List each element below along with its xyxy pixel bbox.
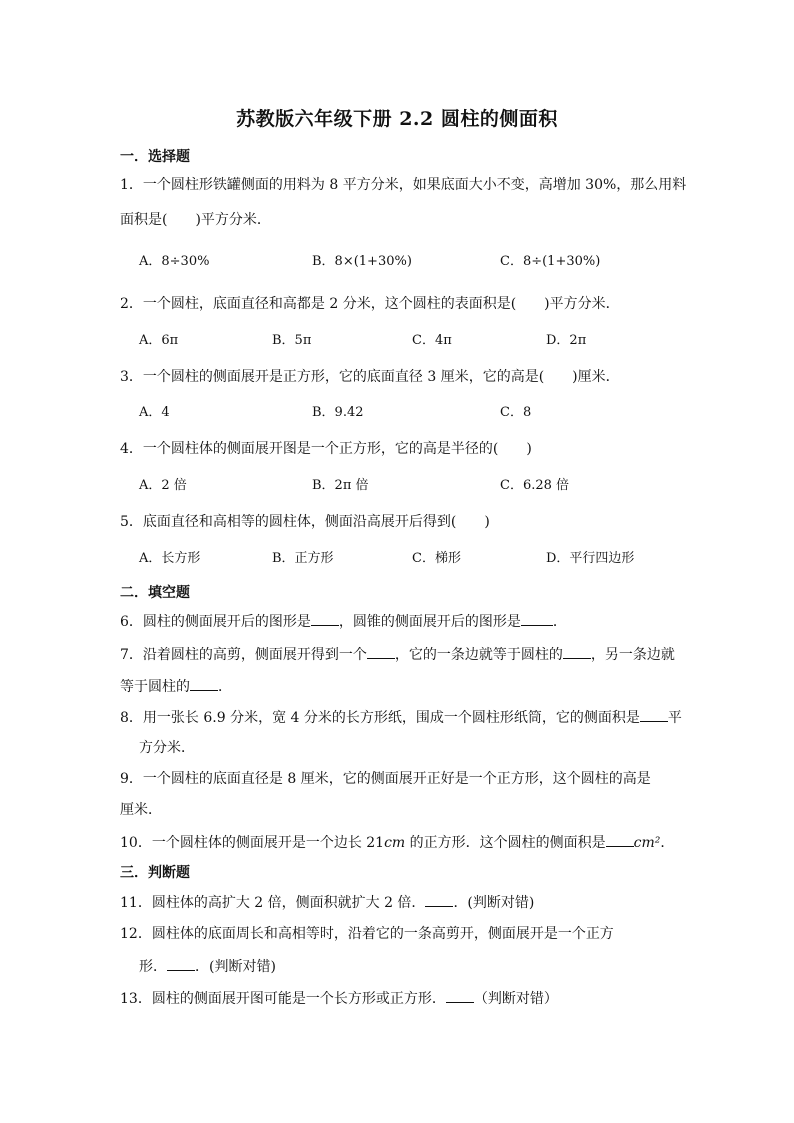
q8-line2: 方分米． (139, 740, 195, 756)
q8-text-b: 平 (667, 710, 682, 726)
q13-text-b: （判断对错） (473, 991, 558, 1007)
q11-text-b: ．(判断对错) (453, 895, 535, 911)
q4-option-c: C．6.28 倍 (500, 478, 570, 493)
page-title: 苏教版六年级下册 2.2 圆柱的侧面积 (236, 108, 558, 130)
q13-text-a: 13．圆柱的侧面展开图可能是一个长方形或正方形． (120, 991, 446, 1007)
q6-text-a: 6．圆柱的侧面展开后的图形是 (120, 614, 311, 630)
q7-text-e: ． (218, 679, 232, 695)
q9-line1: 9．一个圆柱的底面直径是 8 厘米，它的侧面展开正好是一个正方形，这个圆柱的高是 (120, 771, 651, 787)
q1-option-c: C．8÷(1+30%) (500, 254, 601, 269)
q10-unit-cm2: cm² (633, 835, 661, 851)
q6-blank-1[interactable] (311, 611, 339, 626)
q8-line1 (120, 707, 682, 728)
q10-blank-1[interactable] (606, 832, 634, 847)
q7-text-b: ，它的一条边就等于圆柱的 (394, 647, 563, 663)
q5-option-a: A．长方形 (139, 551, 201, 566)
section-choice: 一．选择题 (120, 149, 190, 165)
q7-text-c: ，另一条边就 (590, 647, 675, 663)
q4-option-b: B．2π 倍 (312, 478, 369, 493)
q1-option-a: A．8÷30% (139, 254, 210, 269)
q2-option-a: A．6π (139, 333, 179, 348)
q11-text-a: 11．圆柱体的高扩大 2 倍，侧面积就扩大 2 倍． (120, 895, 426, 911)
q7-text-a: 7．沿着圆柱的高剪，侧面展开得到一个 (120, 647, 367, 663)
q2-option-b: B．5π (272, 333, 312, 348)
q9-line2: 厘米． (120, 802, 162, 818)
section-fill: 二．填空题 (120, 585, 190, 601)
q10-text-b: 的正方形．这个圆柱的侧面积是 (405, 835, 606, 851)
q12-line1: 12．圆柱体的底面周长和高相等时，沿着它的一条高剪开，侧面展开是一个正方 (120, 926, 614, 942)
q12-blank-1[interactable] (167, 956, 195, 971)
q10-line (120, 832, 674, 853)
q7-text-d: 等于圆柱的 (120, 679, 190, 695)
q2-line1: 2．一个圆柱，底面直径和高都是 2 分米，这个圆柱的表面积是( )平方分米． (120, 296, 620, 312)
q13-line (120, 988, 558, 1009)
q2-option-c: C．4π (412, 333, 452, 348)
q7-line1 (120, 644, 675, 665)
q6-blank-2[interactable] (521, 611, 553, 626)
q6-text-c: ． (552, 614, 567, 630)
q12-text-c: ．(判断对错) (195, 959, 276, 975)
q10-text-c: ． (660, 835, 675, 851)
section-judge: 三．判断题 (120, 865, 190, 881)
q8-blank-1[interactable] (640, 707, 668, 722)
q10-text-a: 10．一个圆柱体的侧面展开是一个边长 21 (120, 835, 385, 851)
q11-line (120, 892, 534, 913)
q13-blank-1[interactable] (446, 988, 474, 1003)
q8-text-a: 8．用一张长 6.9 分米，宽 4 分米的长方形纸，围成一个圆柱形纸筒，它的侧面积是 (120, 710, 640, 726)
q5-option-d: D．平行四边形 (546, 551, 635, 566)
q6-line (120, 611, 567, 632)
q1-line1: 1．一个圆柱形铁罐侧面的用料为 8 平方分米，如果底面大小不变，高增加 30%，那么用料 (120, 177, 687, 193)
q7-blank-3[interactable] (190, 676, 218, 691)
q2-option-d: D．2π (546, 333, 587, 348)
q12-line2 (139, 956, 276, 977)
q1-option-b: B．8×(1+30%) (312, 254, 412, 269)
q3-option-a: A．4 (139, 405, 170, 420)
q5-option-b: B．正方形 (272, 551, 334, 566)
q7-blank-1[interactable] (367, 644, 395, 659)
q7-line2 (120, 676, 232, 697)
q3-option-b: B．9.42 (312, 405, 364, 420)
q3-option-c: C．8 (500, 405, 532, 420)
q7-blank-2[interactable] (563, 644, 591, 659)
q6-text-b: ，圆锥的侧面展开后的图形是 (338, 614, 521, 630)
q4-line1: 4．一个圆柱体的侧面展开图是一个正方形，它的高是半径的( ) (120, 441, 532, 457)
q12-text-b: 形． (139, 959, 167, 975)
q1-line2: 面积是( )平方分米． (120, 212, 271, 228)
q5-line1: 5．底面直径和高相等的圆柱体，侧面沿高展开后得到( ) (120, 514, 490, 530)
q4-option-a: A．2 倍 (139, 478, 187, 493)
q5-option-c: C．梯形 (412, 551, 461, 566)
q10-unit-cm: cm (384, 835, 406, 851)
q11-blank-1[interactable] (425, 892, 453, 907)
q3-line1: 3．一个圆柱的侧面展开是正方形，它的底面直径 3 厘米，它的高是( )厘米． (120, 369, 620, 385)
